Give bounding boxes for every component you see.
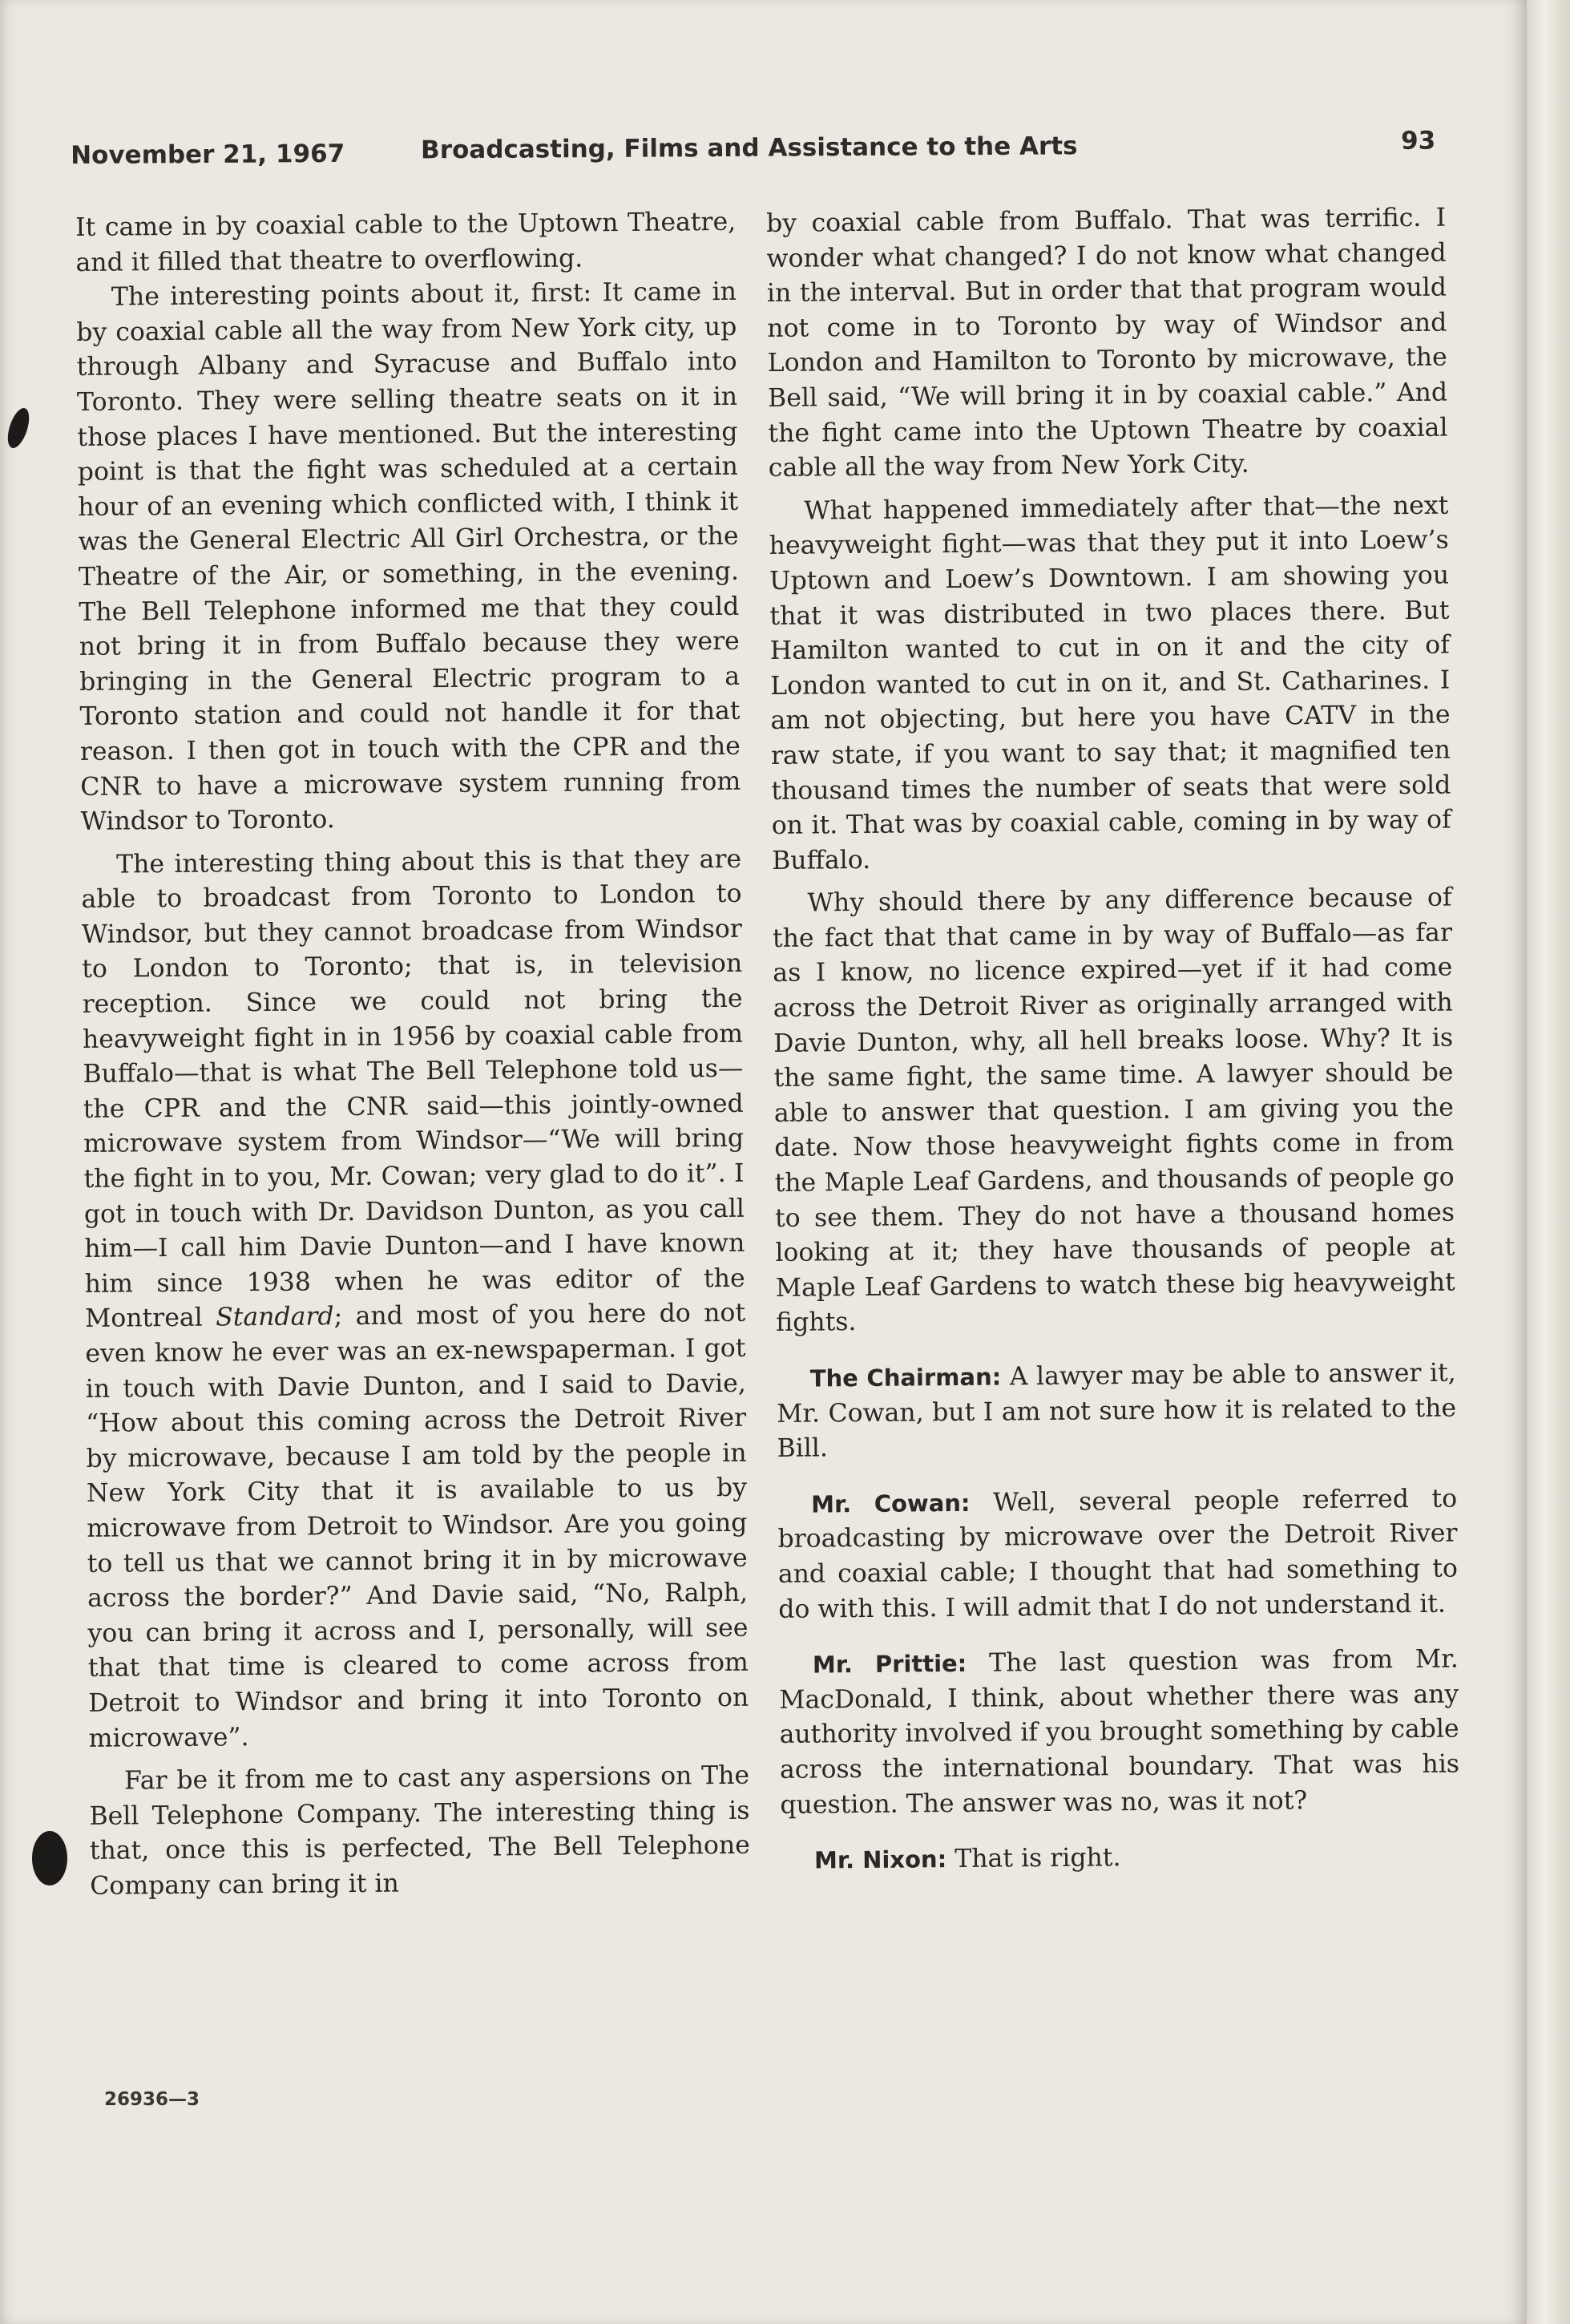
speaker-name: Mr. Prittie:	[812, 1650, 967, 1679]
page-edge	[1527, 0, 1570, 2324]
running-header	[71, 126, 1436, 183]
paragraph: by coaxial cable from Buffalo. That was terrific. I wonder what changed? I do not know what changed in the interval. But in order that that program would not come in to Toronto by way of Windsor and London and Hamilton to Toronto by microwave, the Bell said, “We will bring it in by coaxial cable.” And the fight came into the Uptown Theatre by coaxial cable all the way from New York City.	[766, 203, 1448, 483]
header-title: Broadcasting, Films and Assistance to the Arts	[421, 131, 1078, 165]
signature-mark: 26936—3	[104, 2089, 200, 2110]
paragraph: Why should there by any difference because of the fact that that came in by way of Buffalo—as far as I know, no licence expired—yet if it had come across the Detroit River as originally arranged with Davie Dunton, why, all hell breaks loose. Why? It is the same fight, the same time. A lawyer should be able to answer that question. I am giving you the date. Now those heavyweight fights come in from the Maple Leaf Gardens, and thousands of people go to see them. They do not have a thousand homes looking at it; they have thousands of people at Maple Leaf Gardens to watch these big heavyweight fights.	[772, 883, 1455, 1338]
speech-text: A lawyer may be able to answer it, Mr. Cowan, but I am not sure how it is related to the Bill.	[776, 1358, 1457, 1464]
paragraph: What happened immediately after that—the next heavyweight fight—was that they put it into Loew’s Uptown and Loew’s Downtown. I am showing you that it was distributed in two places there. But Hamilton wanted to cut in on it and the city of London wanted to cut in on it, and St. Catharines. I am not objecting, but here you have CATV in the raw state, if you want to say that; it magnified ten thousand times the number of seats that were sold on it. That was by coaxial cable, coming in by way of Buffalo.	[769, 491, 1451, 875]
page-number: 93	[1400, 126, 1436, 156]
speech-text: Well, several people referred to broadcasting by microwave over the Detroit River and coaxial cable; I thought that had something to do with this. I will admit that I do not understand it.	[777, 1484, 1459, 1624]
binding-hole-bottom	[32, 1831, 67, 1885]
speaker-name: Mr. Cowan:	[810, 1489, 971, 1518]
exchange-cowan	[777, 1481, 1458, 1627]
speaker-name: The Chairman:	[809, 1363, 1002, 1392]
exchange-prittie	[779, 1643, 1460, 1823]
paragraph-text: ; and most of you here do not even know he ever was an ex-newspaperman. I got in touch with Davie Dunton, and I said to Davie, “How about this coming across the Detroit River by microwave, because I am told by the people in New York City that it is available to us by microwave from Detroit to Windsor. Are you going to tell us that we cannot bring it in by microwave across the border?” And Davie said, “No, Ralph, you can bring it across and I, personally, will see that that time is cleared to come across from Detroit to Windsor and bring it into Toronto on microwave”.	[85, 1299, 749, 1753]
paragraph: Far be it from me to cast any aspersions on The Bell Telephone Company. The interesting thing is that, once this is perfected, The Bell Telephone Company can bring it in	[89, 1760, 750, 1901]
header-date: November 21, 1967	[71, 139, 345, 170]
exchange-chairman	[777, 1356, 1457, 1467]
paragraph: It came in by coaxial cable to the Uptown Theatre, and it filled that theatre to overflowing.	[75, 207, 737, 277]
right-column	[766, 201, 1460, 1879]
paragraph	[81, 842, 749, 1756]
speech-text: The last question was from Mr. MacDonald, I think, about whether there was any authority involved if you brought something by cable across the international boundary. That was his question. The answer was no, was it not?	[779, 1644, 1460, 1820]
newspaper-name: Standard	[215, 1302, 334, 1332]
exchange-nixon	[781, 1838, 1460, 1879]
left-column	[75, 205, 750, 1905]
binding-hole-top	[4, 406, 34, 451]
paragraph-text: The interesting thing about this is that they are able to broadcast from Toronto to London to Windsor, but they cannot broadcase from Windsor to London to Toronto; that is, in television reception. Since we could not bring the heavyweight fight in in 1956 by coaxial cable from Buffalo—that is what The Bell Telephone told us—the CPR and the CNR said—this jointly-owned microwave system from Windsor—“We will bring the fight in to you, Mr. Cowan; very glad to do it”. I got in touch with Dr. Davidson Dunton, as you call him—I call him Davie Dunton—and I have known him since 1938 when he was editor of the Montreal	[81, 844, 745, 1334]
speech-text: That is right.	[946, 1843, 1121, 1874]
paragraph: The interesting points about it, first: It came in by coaxial cable all the way from New York city, up through Albany and Syracuse and Buffalo into Toronto. They were selling theatre seats on it in those places I have mentioned. But the interesting point is that the fight was scheduled at a certain hour of an evening which conflicted with, I think it was the General Electric All Girl Orchestra, or the Theatre of the Air, or something, in the evening. The Bell Telephone informed me that they could not bring it in from Buffalo because they were bringing in the General Electric program to a Toronto station and could not handle it for that reason. I then got in touch with the CPR and the CNR to have a microwave system running from Windsor to Toronto.	[76, 277, 741, 837]
speaker-name: Mr. Nixon:	[813, 1845, 947, 1874]
